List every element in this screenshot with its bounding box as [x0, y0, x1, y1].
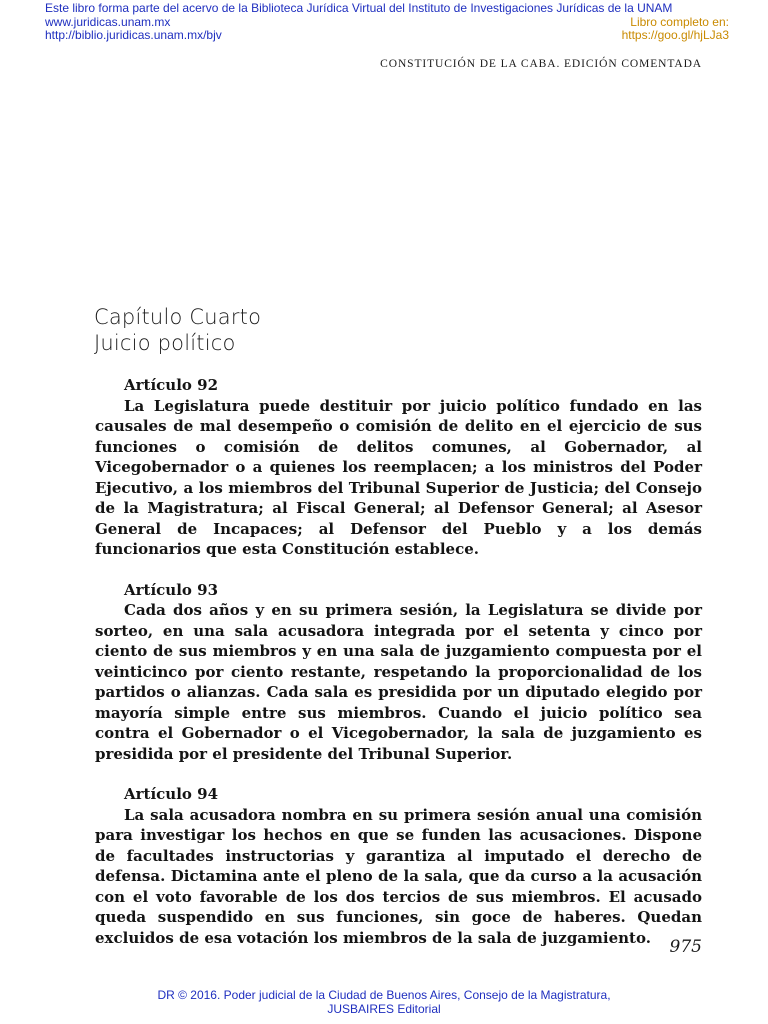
- copyright-footer: [0, 988, 768, 1016]
- article-92: [95, 375, 702, 560]
- article-title: Artículo 92: [124, 376, 219, 394]
- article-list: [95, 375, 702, 968]
- page-number: 975: [669, 937, 702, 957]
- bjv-link[interactable]: http://biblio.juridicas.unam.mx/bjv: [45, 28, 222, 42]
- chapter-heading: [94, 304, 261, 356]
- article-94: [95, 784, 702, 948]
- article-text: La Legislatura puede destituir por juicio político fundado en las causales de mal desempeño o comisión de delito en el ejercicio de sus funciones o comisión de delitos comunes, al Gobernador, al Vicegobernador o a quienes los reemplacen; a los ministros del Poder Ejecutivo, a los miembros del Tribunal Superior de Justicia; del Consejo de la Magistratura; al Fiscal General; al Defensor General; al Asesor General de Incapaces; al Defensor del Pueblo y a los demás funcionarios que esta Constitución establece.: [95, 396, 702, 558]
- banner-notice: Este libro forma parte del acervo de la Biblioteca Jurídica Virtual del Instituto de Investigaciones Jurídicas de la UNAM: [45, 1, 673, 15]
- complete-book-label: Libro completo en:: [630, 14, 729, 29]
- running-head: CONSTITUCIÓN DE LA CABA. EDICIÓN COMENTADA: [380, 58, 702, 70]
- article-text: La sala acusadora nombra en su primera sesión anual una comisión para investigar los hechos en que se funden las acusaciones. Dispone de facultades instructorias y garantiza al imputado el derecho de defensa. Dictamina ante el pleno de la sala, que da curso a la acusación con el voto favorable de los dos tercios de sus miembros. El acusado queda suspendido en sus funciones, sin goce de haberes. Quedan excluidos de esa votación los miembros de la sala de juzgamiento.: [95, 805, 702, 947]
- chapter-number: Capítulo Cuarto: [94, 305, 262, 329]
- book-short-link[interactable]: https://goo.gl/hjLJa3: [621, 28, 729, 42]
- publisher-line: JUSBAIRES Editorial: [327, 1002, 441, 1016]
- chapter-title: Juicio político: [94, 331, 236, 355]
- site-link[interactable]: www.juridicas.unam.mx: [45, 14, 171, 29]
- article-text: Cada dos años y en su primera sesión, la Legislatura se divide por sorteo, en una sala acusadora integrada por el setenta y cinco por ciento de sus miembros y en una sala de juzgamiento compuesta por el veinticinco por ciento restante, respetando la proporcionalidad de los partidos o alianzas. Cada sala es presidida por un diputado elegido por mayoría simple entre sus miembros. Cuando el juicio político sea contra el Gobernador o el Vicegobernador, la sala de juzgamiento es presidida por el presidente del Tribunal Superior.: [95, 601, 702, 763]
- article-title: Artículo 93: [124, 580, 219, 599]
- article-title: Artículo 94: [124, 785, 219, 803]
- source-banner: [45, 2, 729, 43]
- copyright-line: DR © 2016. Poder judicial de la Ciudad de Buenos Aires, Consejo de la Magistratura,: [157, 988, 611, 1002]
- article-93: [95, 580, 702, 765]
